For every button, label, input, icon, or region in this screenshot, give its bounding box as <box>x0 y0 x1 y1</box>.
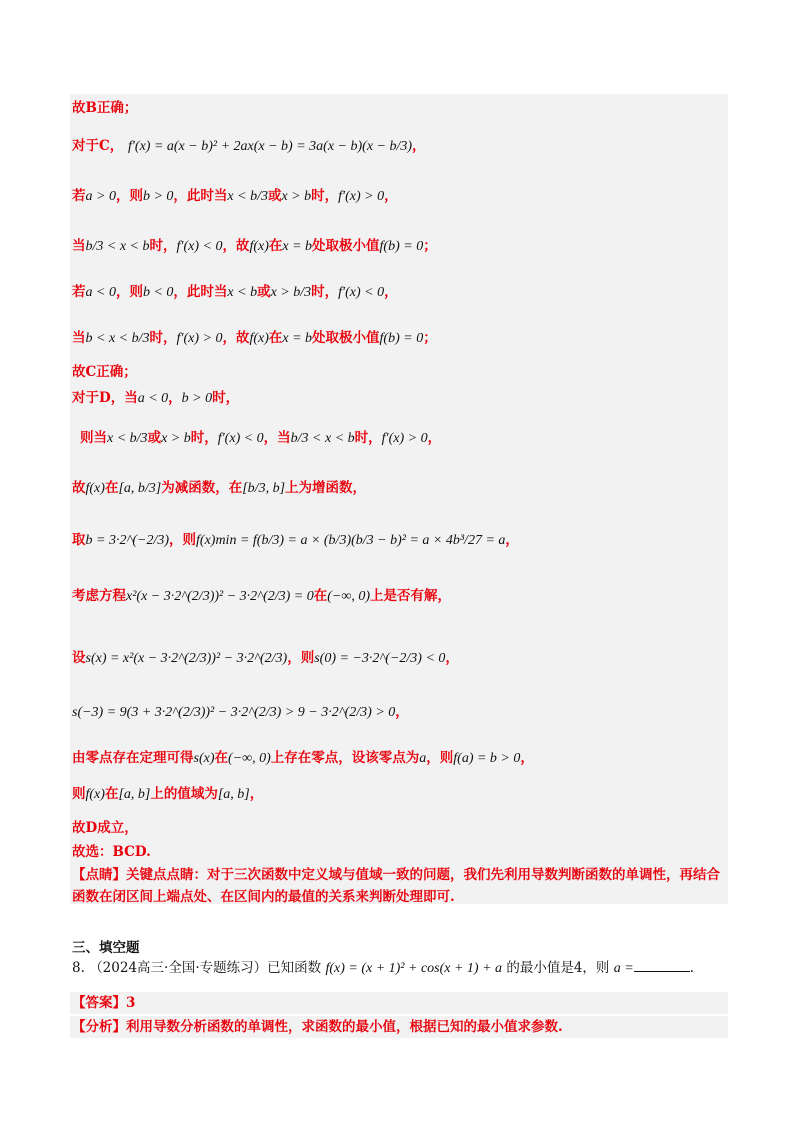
solution-line-5: 若a < 0，则b < 0，此时当x < b或x > b/3时，f′(x) < 0， <box>72 284 398 300</box>
section-title: 三、填空题 <box>72 940 140 956</box>
solution-line-11: 取b = 3·2^(−2/3)，则f(x)min = f(b/3) = a × (b/3)(b/3 − b)² = a × 4b³/27 = a， <box>72 532 519 548</box>
solution-line-9: 则当x < b/3或x > b时，f′(x) < 0，当b/3 < x < b时，f′(x) > 0， <box>80 430 442 446</box>
solution-line-12: 考虑方程x²(x − 3·2^(2/3))² − 3·2^(2/3) = 0在(−∞, 0)上是否有解， <box>72 588 451 604</box>
solution-line-2: 对于C， f′(x) = a(x − b)² + 2ax(x − b) = 3a(x − b)(x − b/3)， <box>72 138 426 154</box>
solution-line-14: s(−3) = 9(3 + 3·2^(2/3))² − 3·2^(2/3) > 9 − 3·2^(2/3) > 0， <box>72 704 409 720</box>
solution-line-16: 则f(x)在[a, b]上的值域为[a, b]， <box>72 786 264 802</box>
solution-line-6: 当b < x < b/3时，f′(x) > 0，故f(x)在x = b处取极小值f(b) = 0； <box>72 330 437 346</box>
derivative-formula-c: f′(x) = a(x − b)² + 2ax(x − b) = 3a(x − b)(x − b/3) <box>127 139 413 154</box>
solution-line-10: 故f(x)在[a, b/3]为减函数，在[b/3, b]上为增函数， <box>72 480 367 496</box>
answer-blank <box>634 959 690 972</box>
solution-line-4: 当b/3 < x < b时，f′(x) < 0，故f(x)在x = b处取极小值f(b) = 0； <box>72 238 437 254</box>
solution-line-1: 故B正确； <box>72 100 138 116</box>
solution-line-8: 对于D，当a < 0，b > 0时， <box>72 390 240 406</box>
solution-line-13: 设s(x) = x²(x − 3·2^(2/3))² − 3·2^(2/3)，则s(0) = −3·2^(−2/3) < 0， <box>72 650 459 666</box>
key-point-note: 【点睛】关键点点睛：对于三次函数中定义域与值域一致的问题，我们先利用导数判断函数的单调性，再结合函数在闭区间上端点处、在区间内的最值的关系来判断处理即可. <box>72 867 720 905</box>
solution-line-7: 故C正确； <box>72 364 137 380</box>
solution-line-3: 若a > 0，则b > 0，此时当x < b/3或x > b时，f′(x) > 0， <box>72 188 398 204</box>
solution-line-15: 由零点存在定理可得s(x)在(−∞, 0)上存在零点，设该零点为a，则f(a) = b > 0， <box>72 750 534 766</box>
answer-line: 【答案】3 <box>72 995 136 1011</box>
solution-line-18: 故选：BCD. <box>72 844 151 860</box>
analysis-line: 【分析】利用导数分析函数的单调性，求函数的最小值，根据已知的最小值求参数. <box>72 1019 563 1035</box>
solution-line-17: 故D成立， <box>72 820 138 836</box>
solution-panel <box>70 94 728 904</box>
question-formula: f(x) = (x + 1)² + cos(x + 1) + a <box>325 961 503 976</box>
question-8: 8. （2024高三·全国·专题练习）已知函数 f(x) = (x + 1)² + cos(x + 1) + a 的最小值是4，则 a = . <box>72 960 694 976</box>
